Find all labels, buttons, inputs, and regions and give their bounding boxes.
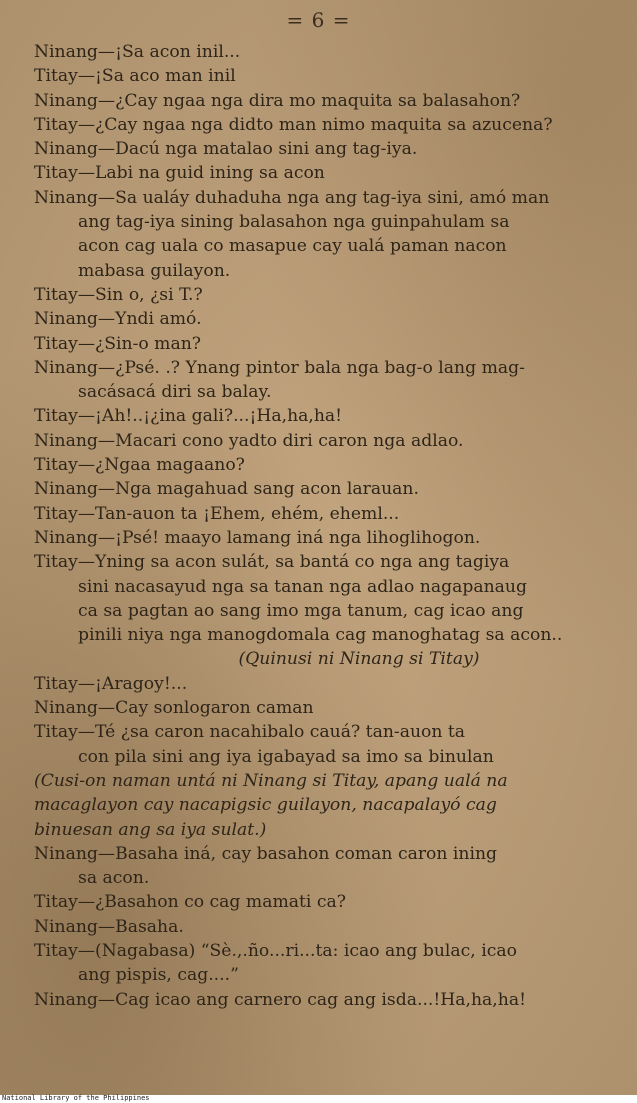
text-line: sacásacá diri sa balay.: [78, 382, 272, 403]
text-line: Ninang—Sa ualáy duhaduha nga ang tag-iya sini, amó man: [34, 187, 550, 208]
text-line: Titay—Sin o, ¿si T.?: [34, 284, 203, 305]
text-line: Ninang—¡Sa acon inil...: [34, 42, 241, 62]
text-line: Titay—Té ¿sa caron nacahibalo cauá? tan-auon ta: [34, 722, 466, 743]
text-line: Ninang—Macari cono yadto diri caron nga adlao.: [34, 430, 464, 451]
text-line: Ninang—Cag icao ang carnero cag ang isda...!Ha,ha,ha!: [34, 989, 526, 1010]
text-line: Titay—¡Ah!..¡¿ina gali?...¡Ha,ha,ha!: [34, 406, 343, 427]
text-line: Titay—¿Sin-o man?: [34, 333, 202, 354]
text-line: Ninang—Cay sonlogaron caman: [34, 698, 314, 719]
text-line: mabasa guilayon.: [78, 260, 231, 281]
text-line: Titay—¡Sa aco man inil: [34, 66, 236, 87]
text-line: macaglayon cay nacapigsic guilayon, nacapalayó cag: [34, 795, 497, 816]
text-line: Titay—¿Ngaa magaano?: [34, 455, 245, 476]
text-line: Ninang—Basaha iná, cay basahon coman caron ining: [34, 843, 498, 864]
text-line: ca sa pagtan ao sang imo mga tanum, cag icao ang: [78, 600, 524, 621]
text-line: sini nacasayud nga sa tanan nga adlao nagapanaug: [78, 576, 527, 597]
text-line: Titay—¿Basahon co cag mamati ca?: [34, 892, 346, 913]
text-line: ang pispis, cag....”: [78, 965, 239, 986]
text-line: (Quinusi ni Ninang si Titay): [238, 649, 480, 670]
text-line: Ninang—Basaha.: [34, 916, 184, 937]
library-credit: National Library of the Philippines: [2, 1094, 150, 1102]
text-line: Titay—¿Cay ngaa nga didto man nimo maquita sa azucena?: [34, 114, 553, 135]
page-number: = 6 =: [286, 8, 351, 32]
text-line: pinili niya nga manogdomala cag manoghatag sa acon..: [78, 625, 563, 646]
text-line: Titay—Tan-auon ta ¡Ehem, ehém, eheml...: [34, 503, 400, 524]
text-line: Titay—Labi na guid ining sa acon: [34, 163, 325, 184]
text-line: Ninang—Dacú nga matalao sini ang tag-iya.: [34, 139, 418, 160]
text-line: ang tag-iya sining balasahon nga guinpahulam sa: [78, 212, 510, 233]
text-line: (Cusi-on naman untá ni Ninang si Titay, apang ualá na: [34, 770, 508, 791]
text-line: Ninang—¡Psé! maayo lamang iná nga lihoglihogon.: [34, 527, 481, 548]
text-line: Ninang—Nga magahuad sang acon larauan.: [34, 479, 419, 500]
text-line: Titay—¡Aragoy!...: [34, 673, 188, 694]
text-line: sa acon.: [78, 868, 150, 889]
text-line: Ninang—Yndi amó.: [34, 309, 202, 330]
text-line: Ninang—¿Cay ngaa nga dira mo maquita sa balasahon?: [34, 90, 521, 111]
text-line: Titay—Yning sa acon sulát, sa bantá co nga ang tagiya: [34, 552, 510, 573]
text-line: con pila sini ang iya igabayad sa imo sa binulan: [78, 746, 494, 767]
text-line: Titay—(Nagabasa) “Sè.,.ño...ri...ta: icao ang bulac, icao: [34, 940, 517, 961]
dialogue-text: [34, 40, 624, 1012]
text-line: binuesan ang sa iya sulat.): [34, 819, 267, 840]
text-line: acon cag uala co masapue cay ualá paman nacon: [78, 236, 507, 257]
text-line: Ninang—¿Psé. .? Ynang pintor bala nga bag-o lang mag-: [34, 357, 525, 378]
